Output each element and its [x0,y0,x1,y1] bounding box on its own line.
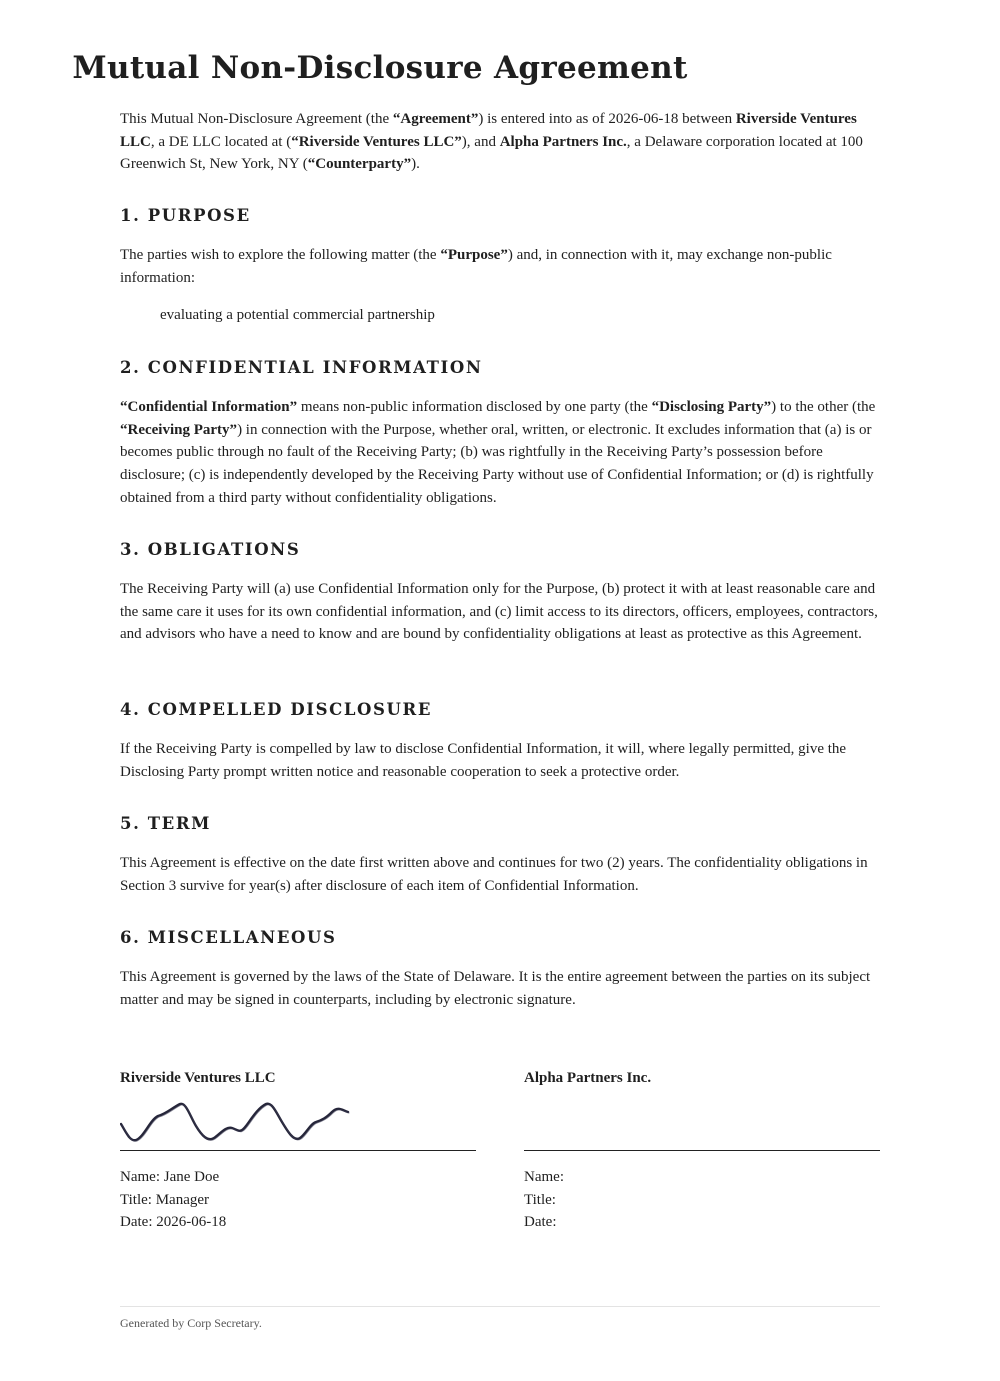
signature-party-right: Alpha Partners Inc. [524,1070,652,1086]
signer-date-left: Date: 2026-06-18 [120,1214,227,1231]
handwritten-signature [120,1098,352,1146]
document-title: Mutual Non-Disclosure Agreement [72,50,688,86]
section-heading-term: 5. TERM [120,814,212,833]
signature-fields-left [120,1166,226,1234]
signature-block-right [524,1070,880,1231]
signature-line-left [120,1150,476,1151]
term-paragraph: This Agreement is effective on the date first written above and continues for two (2) years. The confidentiality obligations in Section 3 survive for year(s) after disclosure of each item of Confidential Information. [120,855,868,894]
signer-name-right: Name: [524,1169,564,1185]
signer-name-left: Name: Jane Doe [120,1169,220,1185]
signature-line-right [524,1150,880,1151]
section-heading-obligations: 3. OBLIGATIONS [120,540,301,559]
purpose-paragraph: The parties wish to explore the following matter (the “Purpose”) and, in connection with it, may exchange non-public information: [120,247,832,286]
section-heading-misc: 6. MISCELLANEOUS [120,928,337,947]
signature-block-left [120,1070,476,1231]
confidential-paragraph: “Confidential Information” means non-public information disclosed by one party (the “Disclosing Party”) to the other (the “Receiving Party”) in connection with the Purpose, whether oral, written, or electronic. It excludes information that (a) is or becomes public through no fault of the Receiving Party; (b) was rightfully in the Receiving Party’s possession before disclosure; (c) is independently developed by the Receiving Party without use of Confidential Information; or (d) is rightfully obtained from a third party without confidentiality obligations. [120,399,876,506]
signer-date-right: Date: [524,1214,557,1231]
signature-fields-right [524,1166,564,1234]
section-heading-compelled: 4. COMPELLED DISCLOSURE [120,700,432,719]
section-heading-confidential: 2. CONFIDENTIAL INFORMATION [120,358,483,377]
footer-text: Generated by Corp Secretary. [120,1316,262,1330]
signature-party-left: Riverside Ventures LLC [120,1070,276,1086]
section-heading-purpose: 1. PURPOSE [120,206,251,225]
footer-divider [120,1306,880,1307]
purpose-quote: evaluating a potential commercial partnership [160,307,435,323]
signer-title-right: Title: [524,1191,556,1208]
intro-paragraph: This Mutual Non-Disclosure Agreement (the “Agreement”) is entered into as of 2026-06-18 between Riverside Ventures LLC, a DE LLC located at (“Riverside Ventures LLC”), and Alpha Partners Inc., a Delaware corporation located at 100 Greenwich St, New York, NY (“Counterparty”). [120,111,863,173]
obligations-paragraph: The Receiving Party will (a) use Confidential Information only for the Purpose, (b) protect it with at least reasonable care and the same care it uses for its own confidential information, and (c) limit access to its directors, officers, employees, contractors, and advisors who have a need to know and are bound by confidentiality obligations at least as protective as this Agreement. [120,581,878,643]
misc-paragraph: This Agreement is governed by the laws of the State of Delaware. It is the entire agreement between the parties on its subject matter and may be signed in counterparts, including by electronic signature. [120,969,871,1008]
compelled-paragraph: If the Receiving Party is compelled by law to disclose Confidential Information, it will, where legally permitted, give the Disclosing Party prompt written notice and reasonable cooperation to seek a protective order. [120,741,847,780]
signer-title-left: Title: Manager [120,1191,210,1208]
